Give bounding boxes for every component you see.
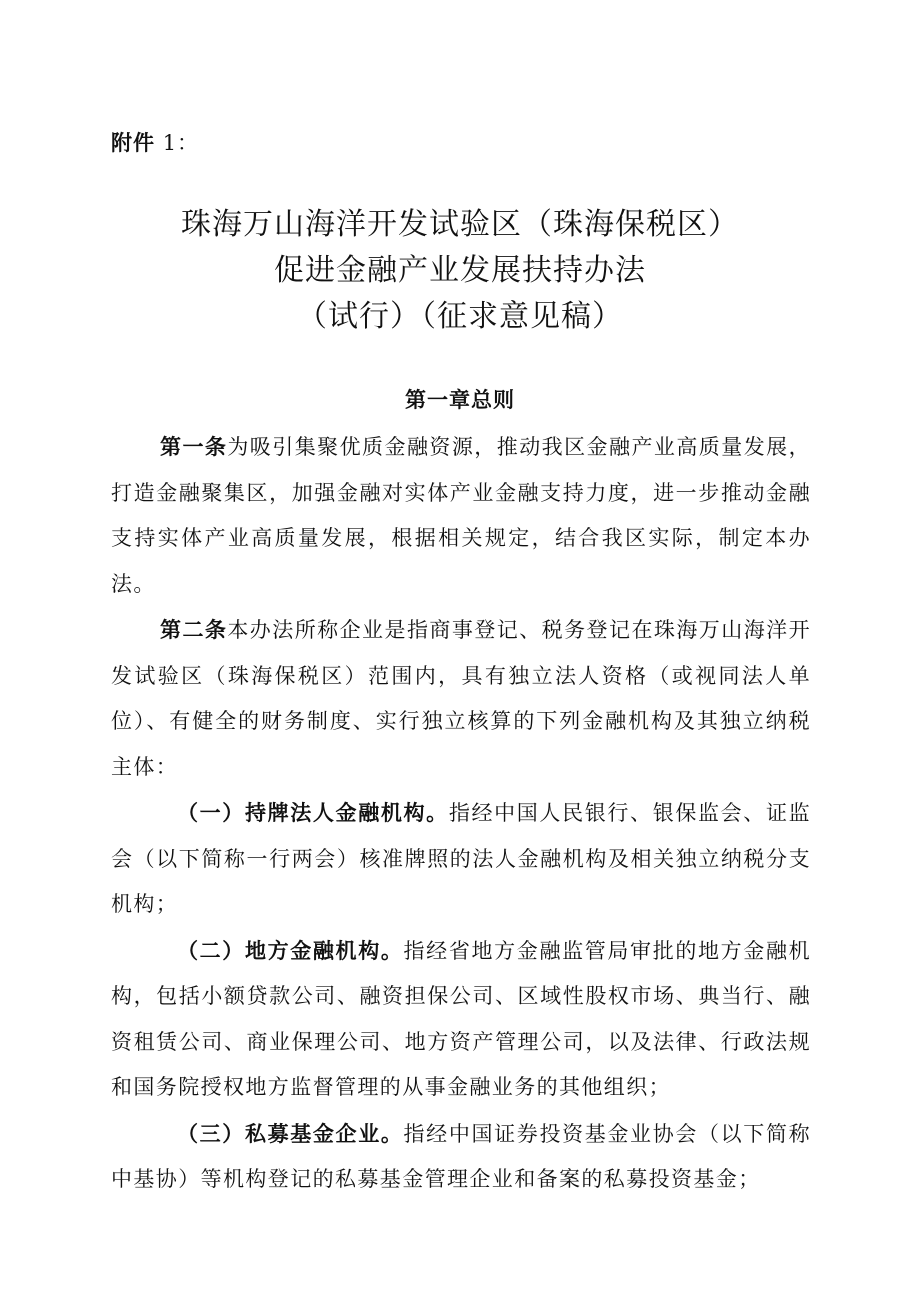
item-2-lead: （二）地方金融机构。 bbox=[177, 937, 404, 963]
chapter-heading: 第一章总则 bbox=[405, 387, 515, 412]
item-3-lead: （三）私募基金企业。 bbox=[177, 1120, 404, 1146]
document-body bbox=[111, 424, 811, 1203]
attachment-number: 1： bbox=[162, 131, 200, 155]
article-1-lead: 第一条 bbox=[160, 434, 228, 459]
item-3-text: 指经中国证券投资基金业协会（以下简称中基协）等机构登记的私募基金管理企业和备案的私募投资基金； bbox=[111, 1121, 812, 1191]
attachment-label bbox=[111, 128, 199, 158]
article-2-text: 本办法所称企业是指商事登记、税务登记在珠海万山海洋开发试验区（珠海保税区）范围内，具有独立法人资格（或视同法人单位）、有健全的财务制度、实行独立核算的下列金融机构及其独立纳税主体： bbox=[111, 618, 811, 779]
item-1-text: 指经中国人民银行、银保监会、证监会（以下简称一行两会）核准牌照的法人金融机构及相关独立纳税分支机构； bbox=[111, 801, 811, 916]
article-1-text: 为吸引集聚优质金融资源，推动我区金融产业高质量发展，打造金融聚集区，加强金融对实体产业金融支持力度，进一步推动金融支持实体产业高质量发展，根据相关规定，结合我区实际，制定本办法。 bbox=[111, 435, 811, 596]
document-title bbox=[0, 202, 920, 340]
item-1-lead: （一）持牌法人金融机构。 bbox=[177, 800, 449, 825]
article-2-lead: 第二条 bbox=[160, 617, 228, 642]
list-item bbox=[111, 1111, 811, 1203]
title-line-1: 珠海万山海洋开发试验区（珠海保税区） bbox=[181, 207, 739, 242]
list-item bbox=[111, 928, 811, 1111]
list-item bbox=[111, 790, 811, 928]
article-1 bbox=[111, 424, 811, 607]
item-2-text: 指经省地方金融监管局审批的地方金融机构，包括小额贷款公司、融资担保公司、区域性股权市场、典当行、融资租赁公司、商业保理公司、地方资产管理公司，以及法律、行政法规和国务院授权地方监督管理的从事金融业务的其他组织； bbox=[111, 938, 812, 1099]
title-line-3: （试行）（征求意见稿） bbox=[297, 299, 623, 334]
article-2 bbox=[111, 607, 811, 790]
title-line-2: 促进金融产业发展扶持办法 bbox=[274, 253, 646, 288]
attachment-word: 附件 bbox=[111, 130, 155, 155]
